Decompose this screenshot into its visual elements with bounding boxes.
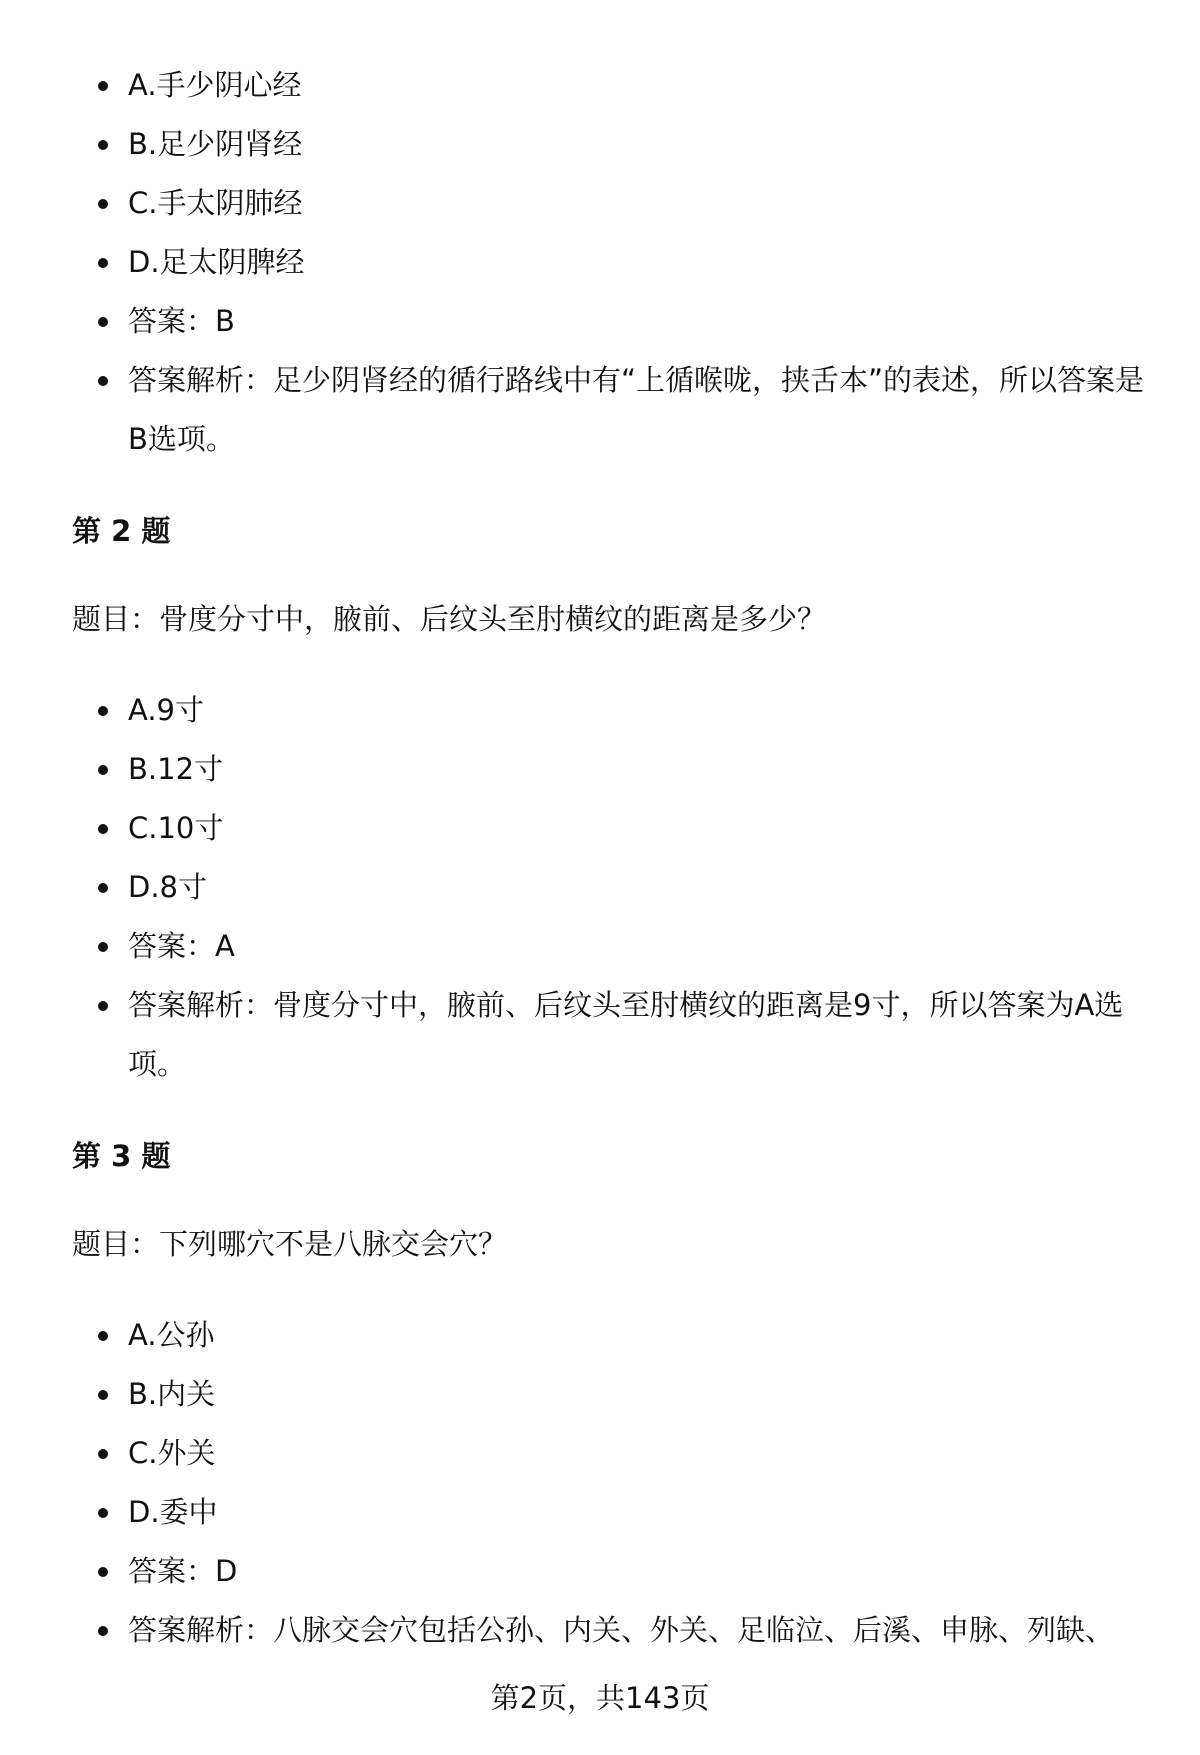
option-a: A.手少阴心经 (72, 56, 1152, 115)
page-number: 第2页，共143页 (490, 1681, 710, 1715)
answer-explanation: 答案解析：八脉交会穴包括公孙、内关、外关、足临泣、后溪、申脉、列缺、 (72, 1601, 1152, 1660)
option-b: B.内关 (72, 1365, 1152, 1424)
answer-explanation: 答案解析：足少阴肾经的循行路线中有“上循喉咙，挟舌本”的表述，所以答案是B选项。 (72, 351, 1152, 469)
option-d: D.8寸 (72, 858, 1152, 917)
option-a: A.公孙 (72, 1306, 1152, 1365)
answer: 答案：B (72, 292, 1152, 351)
option-c: C.外关 (72, 1424, 1152, 1483)
option-b: B.12寸 (72, 740, 1152, 799)
question-2-heading: 第 2 题 (72, 514, 171, 548)
question-2-options (72, 681, 1152, 1094)
option-c: C.10寸 (72, 799, 1152, 858)
option-d: D.足太阴脾经 (72, 233, 1152, 292)
answer: 答案：A (72, 917, 1152, 976)
option-a: A.9寸 (72, 681, 1152, 740)
question-1-options (72, 56, 1152, 469)
question-3-text: 题目：下列哪穴不是八脉交会穴？ (72, 1227, 508, 1261)
option-d: D.委中 (72, 1483, 1152, 1542)
question-2-text: 题目：骨度分寸中，腋前、后纹头至肘横纹的距离是多少？ (72, 602, 827, 636)
question-3-options (72, 1306, 1152, 1660)
question-3-heading: 第 3 题 (72, 1139, 171, 1173)
document-content (72, 56, 1152, 1660)
option-c: C.手太阴肺经 (72, 174, 1152, 233)
answer-explanation: 答案解析：骨度分寸中，腋前、后纹头至肘横纹的距离是9寸，所以答案为A选项。 (72, 976, 1152, 1094)
answer: 答案：D (72, 1542, 1152, 1601)
option-b: B.足少阴肾经 (72, 115, 1152, 174)
